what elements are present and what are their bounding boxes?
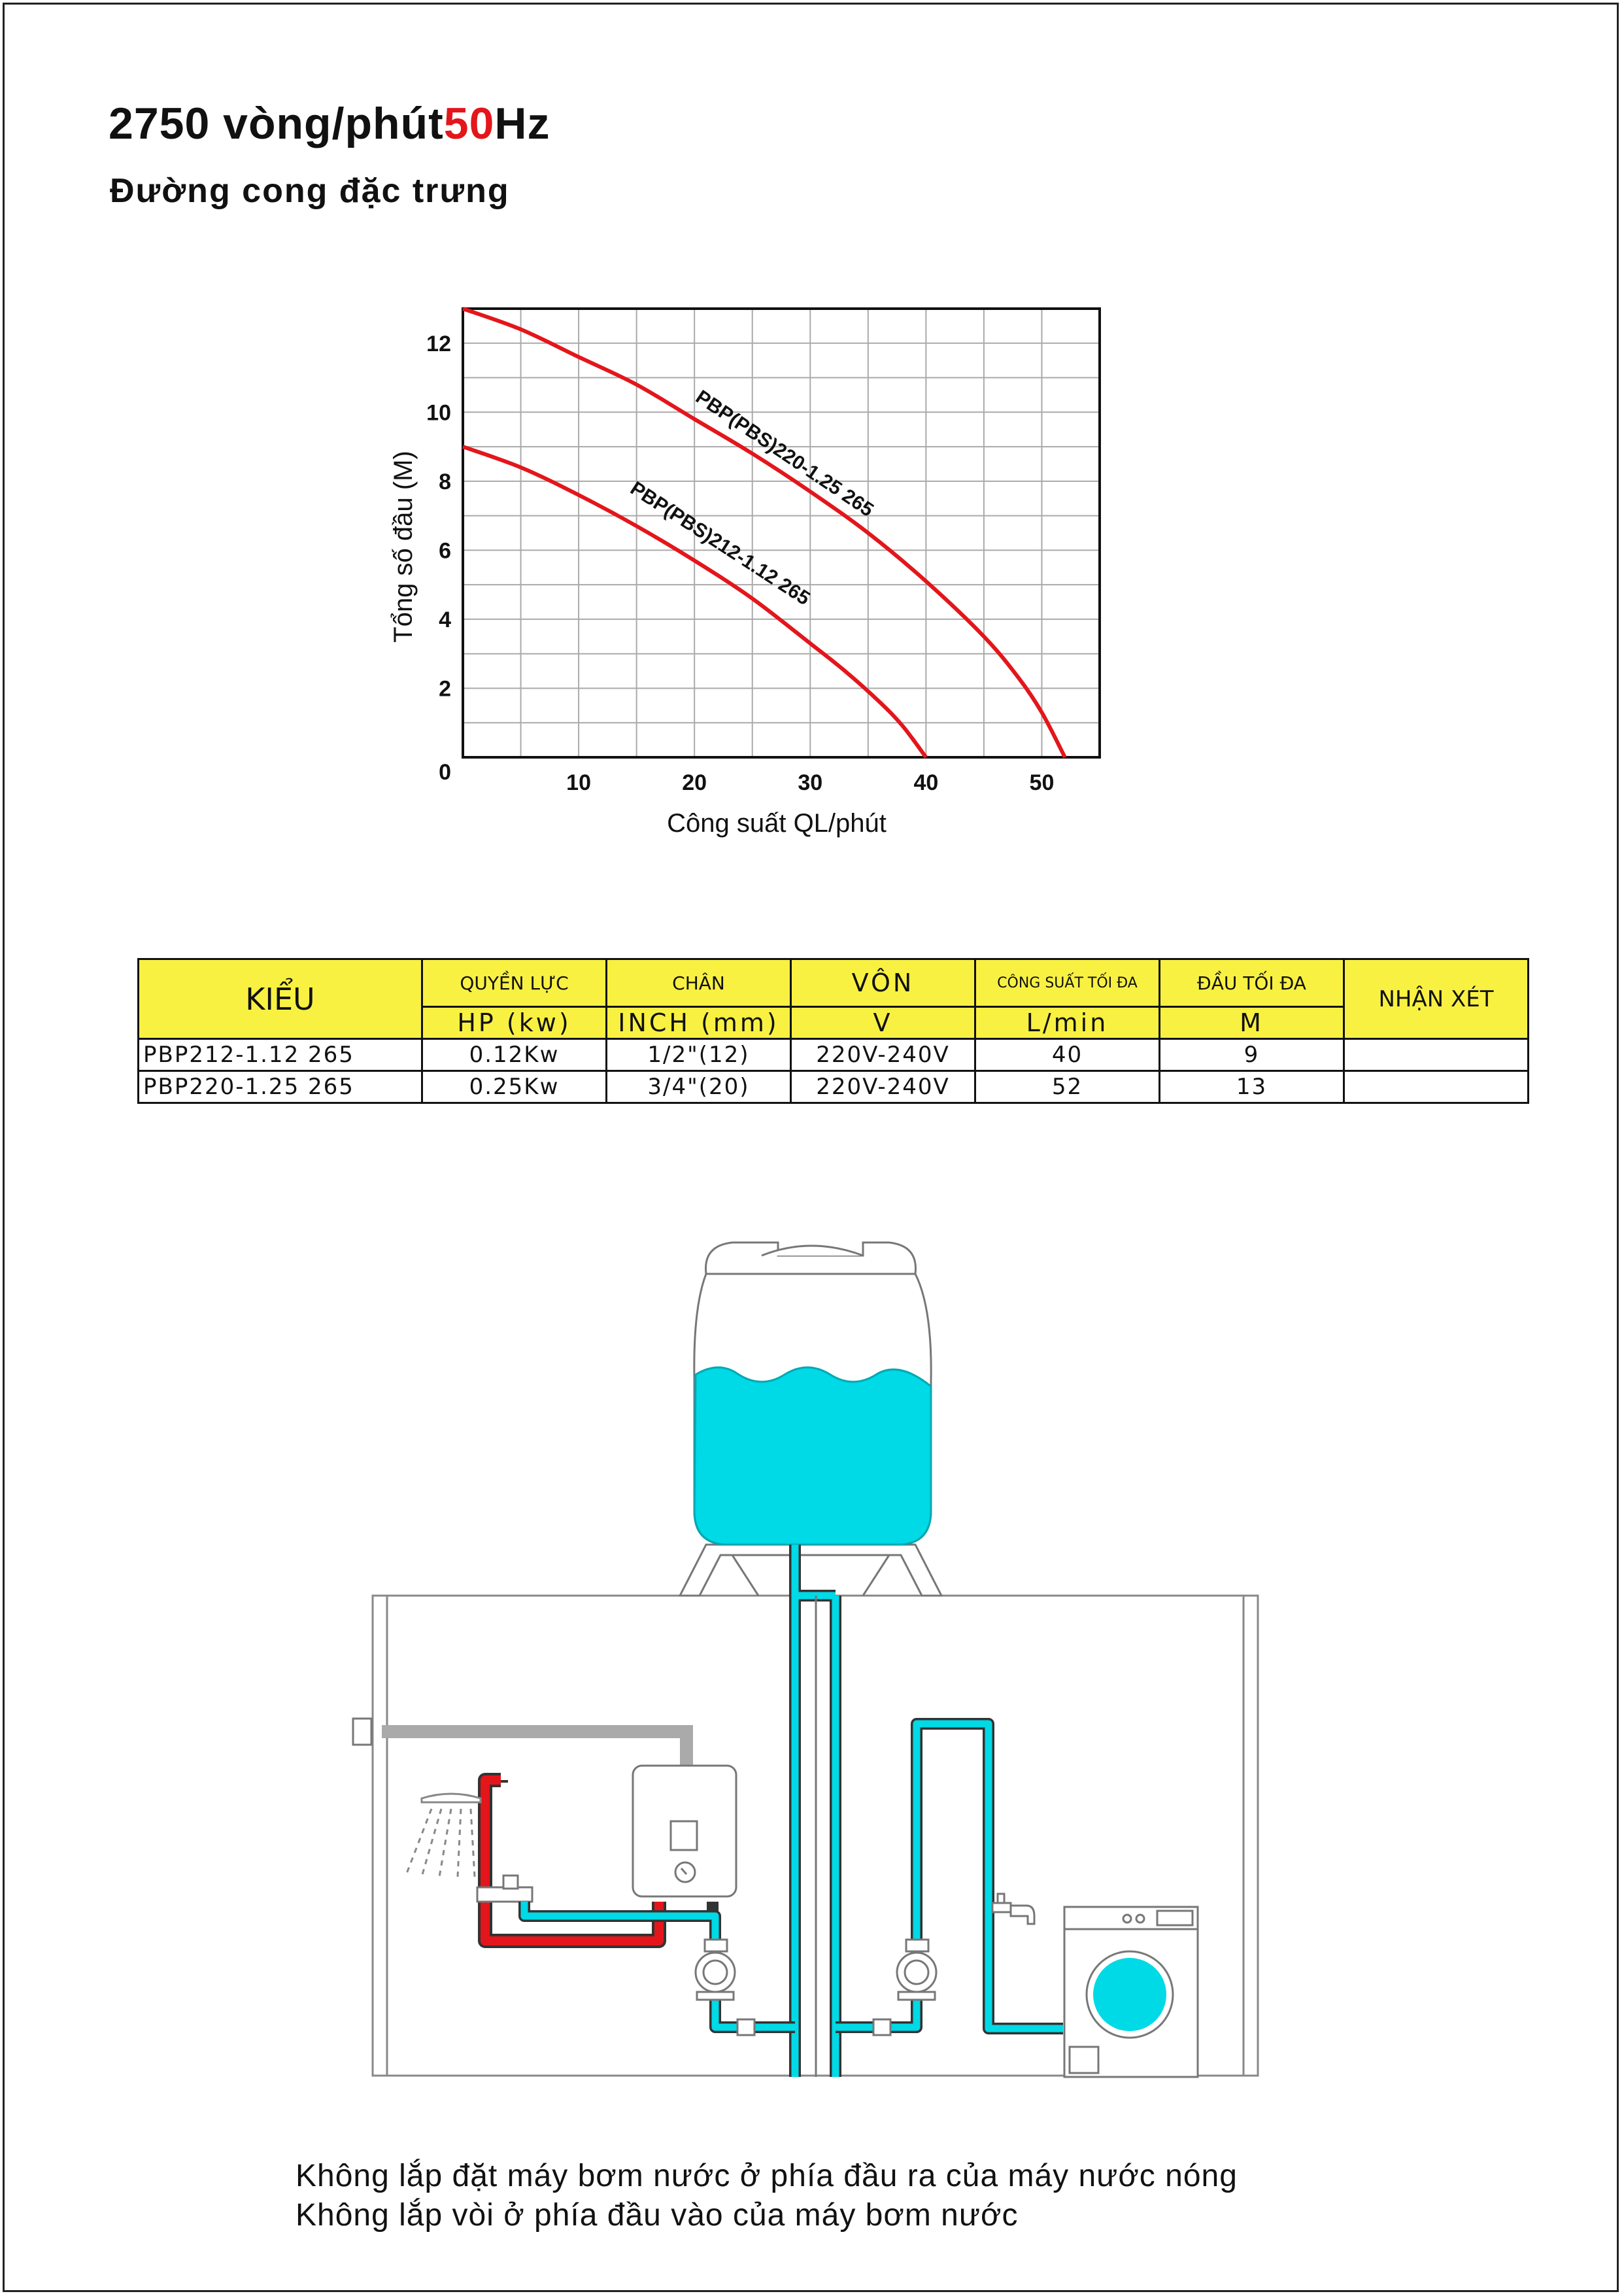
- header-note: NHẬN XÉT: [1344, 959, 1529, 1039]
- spec-table: [137, 958, 1529, 1104]
- x-axis-label: Công suất QL/phút: [667, 809, 887, 838]
- cell-power: 0.12Kw: [422, 1039, 607, 1071]
- y-tick-label: 10: [426, 400, 451, 426]
- x-tick-label: 30: [798, 770, 823, 795]
- chart-curves: [463, 309, 1065, 757]
- cell-model: PBP220-1.25 265: [139, 1071, 422, 1103]
- unit-flow: L/min: [975, 1007, 1160, 1039]
- y-tick-label: 2: [439, 676, 451, 702]
- performance-chart: [0, 0, 1624, 876]
- cell-pipe: 1/2"(12): [607, 1039, 791, 1071]
- y-tick-label: 12: [426, 331, 451, 356]
- header-model: KIỂU: [139, 959, 422, 1039]
- y-tick-label: 4: [439, 607, 451, 632]
- x-tick-label: 50: [1029, 770, 1055, 795]
- header-voltage: VÔN: [791, 959, 975, 1007]
- cell-model: PBP212-1.12 265: [139, 1039, 422, 1071]
- cell-flow: 52: [975, 1071, 1160, 1103]
- curve-label: PBP(PBS)220-1.25 265: [692, 386, 877, 521]
- header-power: QUYỀN LỰC: [422, 959, 607, 1007]
- cell-flow: 40: [975, 1039, 1160, 1071]
- page-subtitle: Đường cong đặc trưng: [110, 172, 510, 210]
- title-frequency: 50: [443, 99, 495, 148]
- warning-line-1: Không lắp đặt máy bơm nước ở phía đầu ra của máy nước nóng: [296, 2159, 1238, 2193]
- performance-curve: [463, 309, 1065, 757]
- table-row: [139, 1071, 1529, 1103]
- x-tick-labels: [566, 770, 1054, 795]
- cell-head: 9: [1160, 1039, 1344, 1071]
- unit-pipe: INCH (mm): [607, 1007, 791, 1039]
- y-tick-label: 0: [439, 760, 451, 785]
- cell-note: [1344, 1071, 1529, 1103]
- table-row: [139, 1039, 1529, 1071]
- cell-head: 13: [1160, 1071, 1344, 1103]
- chart-frame: [463, 309, 1100, 757]
- unit-power: HP (kw): [422, 1007, 607, 1039]
- warning-line-2: Không lắp vòi ở phía đầu vào của máy bơm nước: [296, 2198, 1019, 2233]
- cell-voltage: 220V-240V: [791, 1071, 975, 1103]
- header-pipe: CHÂN: [607, 959, 791, 1007]
- y-tick-labels: [426, 332, 451, 785]
- cell-note: [1344, 1039, 1529, 1071]
- curve-label: PBP(PBS)212-1.12 265: [626, 477, 814, 610]
- x-tick-label: 10: [566, 770, 592, 795]
- header-max-flow: CÔNG SUẤT TỐI ĐA: [975, 959, 1160, 1007]
- unit-voltage: V: [791, 1007, 975, 1039]
- cell-pipe: 3/4"(20): [607, 1071, 791, 1103]
- y-tick-label: 6: [439, 538, 451, 564]
- x-tick-label: 40: [913, 770, 939, 795]
- chart-grid: [463, 309, 1100, 757]
- unit-head: M: [1160, 1007, 1344, 1039]
- header-max-head: ĐẦU TỐI ĐA: [1160, 959, 1344, 1007]
- title-speed: 2750 vòng/phút: [109, 99, 444, 148]
- cell-power: 0.25Kw: [422, 1071, 607, 1103]
- x-tick-label: 20: [682, 770, 707, 795]
- cell-voltage: 220V-240V: [791, 1039, 975, 1071]
- title-unit: Hz: [494, 99, 550, 148]
- y-axis-label: Tổng số đầu (M): [389, 451, 418, 643]
- y-tick-label: 8: [439, 469, 451, 494]
